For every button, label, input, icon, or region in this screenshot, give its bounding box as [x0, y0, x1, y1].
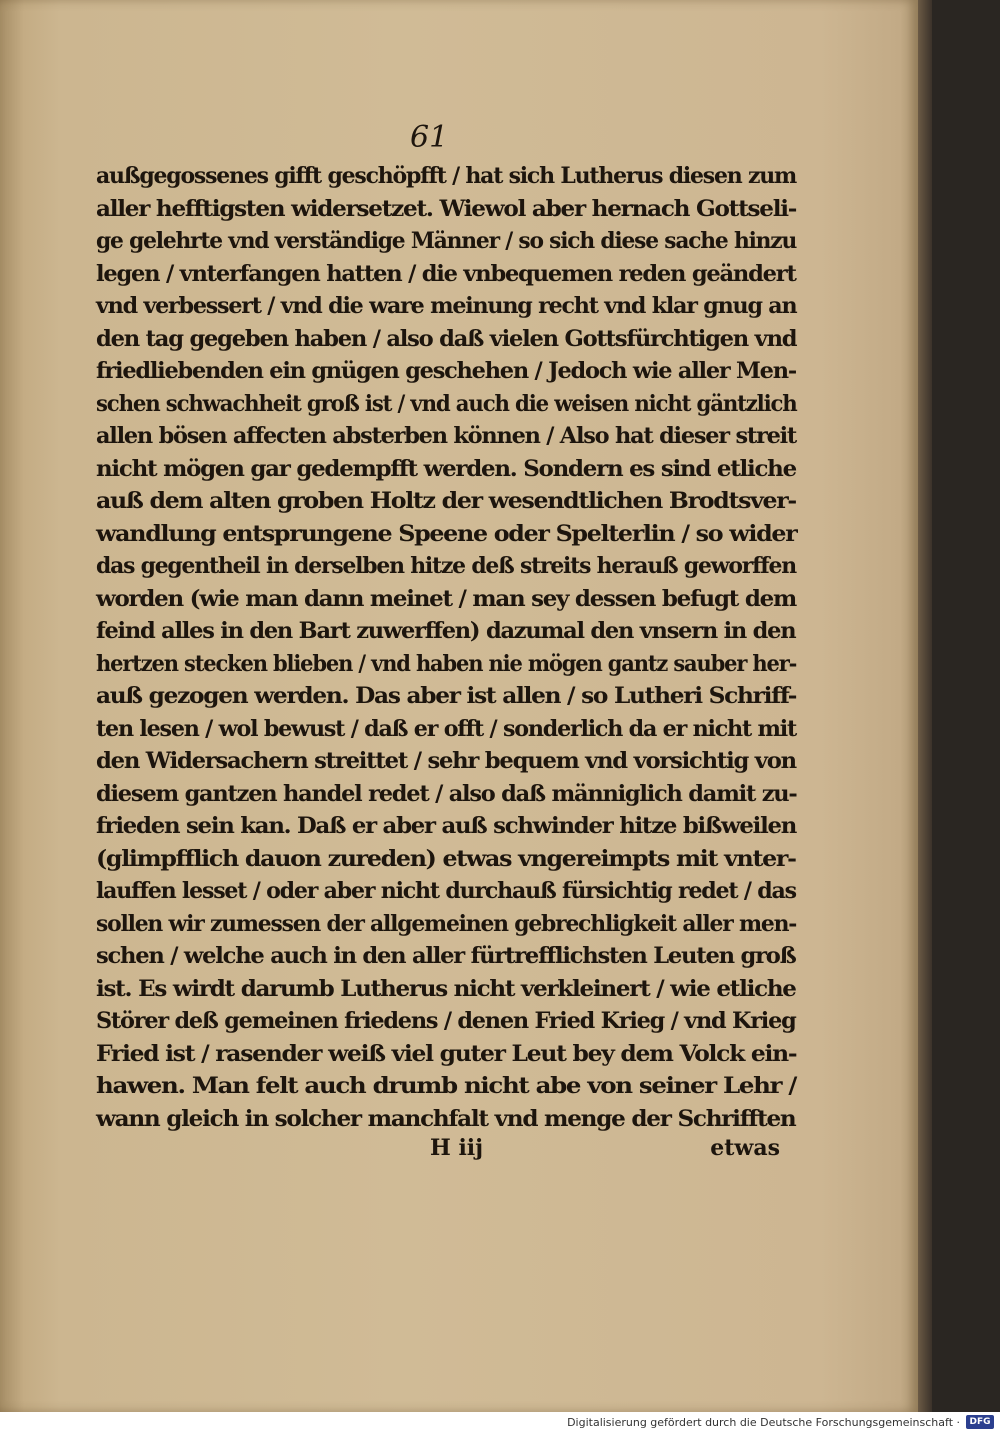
catchword: etwas	[710, 1135, 780, 1161]
text-line: nicht mögen gar gedempfft werden. Sondern es sind etliche	[96, 455, 796, 482]
text-line: schen / welche auch in den aller fürtrefflichsten Leuten groß	[96, 943, 796, 969]
text-line: aller hefftigsten widersetzet. Wiewol aber hernach Gottseli-	[96, 195, 797, 222]
signature-mark: H iij	[430, 1135, 484, 1161]
text-line: hawen. Man felt auch drumb nicht abe von seiner Lehr /	[96, 1073, 796, 1099]
text-line: hertzen stecken blieben / vnd haben nie mögen gantz sauber her-	[96, 650, 797, 677]
dfg-logo: DFG	[966, 1415, 994, 1429]
page-footer	[420, 1135, 780, 1167]
text-line: worden (wie man dann meinet / man sey dessen befugt dem	[96, 585, 796, 612]
text-line: außgegossenes gifft geschöpfft / hat sich Lutherus diesen zum	[96, 163, 797, 189]
text-line: legen / vnterfangen hatten / die vnbequemen reden geändert	[96, 260, 796, 287]
credit-text: Digitalisierung gefördert durch die Deutsche Forschungsgemeinschaft ·	[567, 1416, 960, 1429]
text-line: den Widersachern streittet / sehr bequem vnd vorsichtig von	[96, 748, 796, 774]
text-line: wandlung entsprungene Speene oder Spelterlin / so wider	[96, 520, 797, 547]
page-edge	[918, 0, 932, 1412]
text-line: auß dem alten groben Holtz der wesendtlichen Brodtsver-	[96, 488, 796, 514]
text-line: vnd verbessert / vnd die ware meinung recht vnd klar gnug an	[96, 293, 797, 319]
text-line: friedliebenden ein gnügen geschehen / Jedoch wie aller Men-	[96, 358, 796, 384]
text-line: ist. Es wirdt darumb Lutherus nicht verkleinert / wie etliche	[96, 975, 796, 1002]
text-line: ge gelehrte vnd verständige Männer / so sich diese sache hinzu	[96, 228, 797, 254]
text-line: diesem gantzen handel redet / also daß männiglich damit zu-	[96, 780, 797, 807]
text-line: das gegentheil in derselben hitze deß streits herauß geworffen	[96, 553, 796, 579]
text-line: (glimpfflich dauon zureden) etwas vngereimpts mit vnter-	[96, 845, 796, 872]
text-line: ten lesen / wol bewust / daß er offt / sonderlich da er nicht mit	[96, 715, 797, 742]
text-line: sollen wir zumessen der allgemeinen gebrechligkeit aller men-	[96, 910, 797, 937]
text-line: Fried ist / rasender weiß viel guter Leut bey dem Volck ein-	[96, 1040, 797, 1067]
text-line: auß gezogen werden. Das aber ist allen / so Lutheri Schriff-	[96, 683, 797, 709]
text-line: schen schwachheit groß ist / vnd auch die weisen nicht gäntzlich	[96, 390, 797, 417]
text-line: wann gleich in solcher manchfalt vnd menge der Schrifften	[96, 1105, 796, 1132]
text-line: allen bösen affecten absterben können / Also hat dieser streit	[96, 423, 797, 449]
text-line: lauffen lesset / oder aber nicht durchauß fürsichtig redet / das	[96, 878, 796, 904]
credit-bar	[0, 1412, 1000, 1434]
body-text	[96, 160, 796, 1135]
page-number: 61	[410, 120, 449, 155]
text-line: feind alles in den Bart zuwerffen) dazumal den vnsern in den	[96, 618, 796, 644]
text-line: den tag gegeben haben / also daß vielen Gottsfürchtigen vnd	[96, 325, 797, 352]
text-line: frieden sein kan. Daß er aber auß schwinder hitze bißweilen	[96, 813, 797, 839]
text-line: Störer deß gemeinen friedens / denen Fried Krieg / vnd Krieg	[96, 1008, 796, 1034]
